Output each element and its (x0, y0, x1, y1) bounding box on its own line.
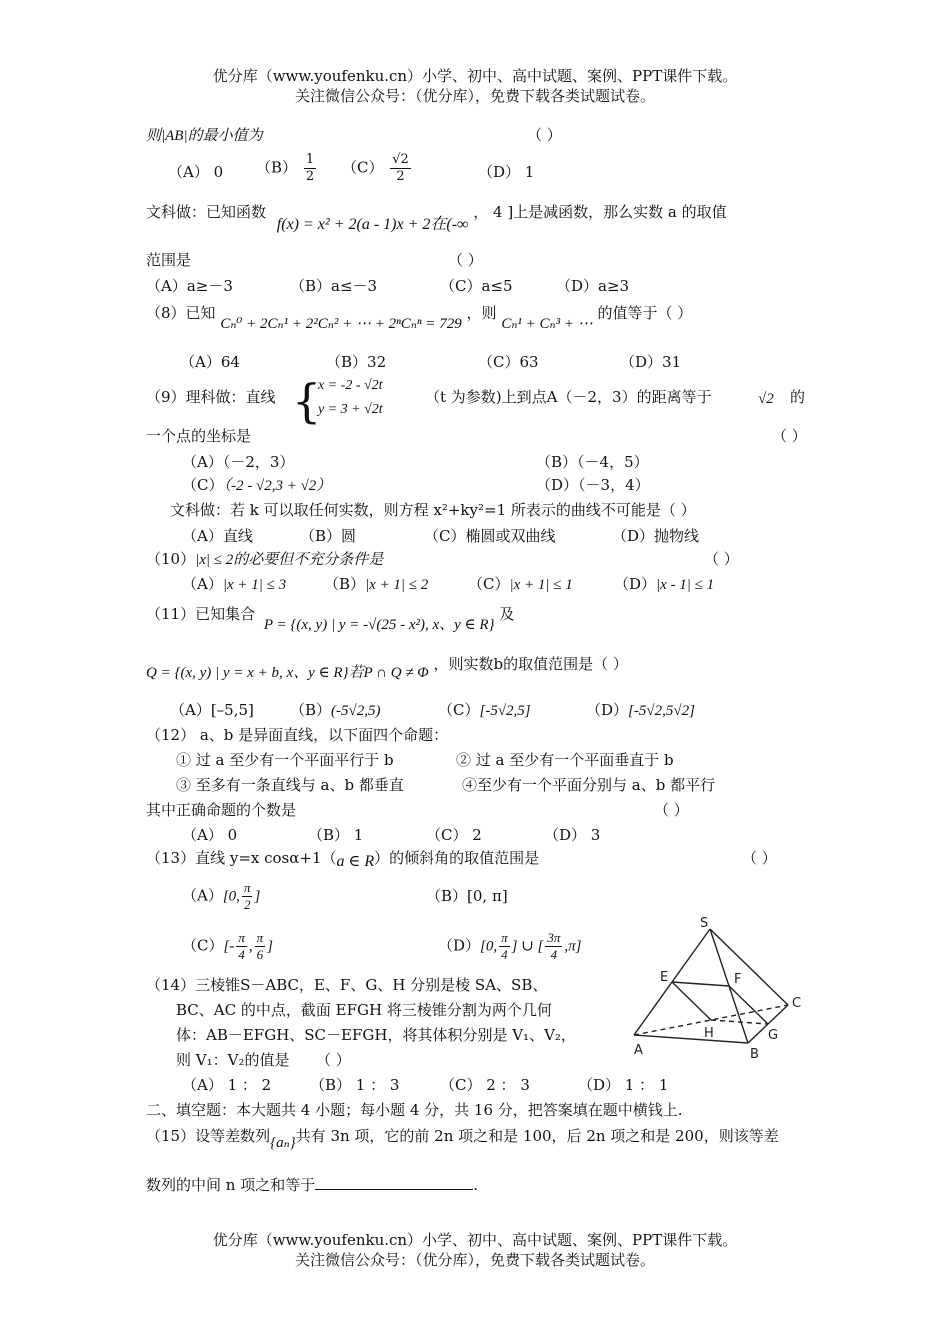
q10-option-d: （D）|x - 1| ≤ 1 (614, 575, 715, 593)
q12-prop1: ① 过 a 至少有一个平面平行于 b (176, 751, 394, 769)
q12-prop3: ③ 至多有一条直线与 a、b 都垂直 (176, 776, 404, 794)
q8-option-b: （B）32 (326, 353, 387, 371)
q10-option-b: （B）|x + 1| ≤ 2 (324, 575, 429, 593)
q9-paren: （ ） (772, 427, 807, 445)
q9-wen-stem: 文科做：若 k 可以取任何实数，则方程 x²+ky²=1 所表示的曲线不可能是（ ） (170, 501, 696, 519)
page-footer-line1: 优分库（www.youfenku.cn）小学、初中、高中试题、案例、PPT课件下载。 (212, 1231, 738, 1249)
q9-eq2: y = 3 + √2t (318, 402, 383, 417)
q13-option-b: （B）[0, π] (426, 887, 508, 905)
q12-option-c: （C） 2 (426, 826, 482, 844)
q9-wen-option-a: （A）直线 (182, 527, 253, 545)
q11-option-a: （A）[–5,5] (170, 701, 254, 719)
q9-wen-option-d: （D）抛物线 (612, 527, 700, 545)
edge-EH (672, 982, 711, 1020)
q7-wen-option-d: （D）a≥3 (556, 277, 630, 295)
label-S: S (700, 916, 709, 931)
q7-option-d: （D） 1 (478, 163, 535, 181)
label-A: A (634, 1043, 643, 1058)
q13-paren: （ ） (742, 849, 777, 867)
q7-wen-option-a: （A）a≥－3 (146, 277, 233, 295)
q9-wen-option-b: （B）圆 (300, 527, 357, 545)
q12-option-b: （B） 1 (308, 826, 364, 844)
q11-stem: （11）已知集合 P = {(x, y) | y = -√(25 - x²), x、y ∈ R} 及 (146, 605, 515, 633)
q9-mid: （t 为参数)上到点A（－2，3）的距离等于 (425, 388, 712, 406)
q11-option-c: （C）[-5√2,5] (438, 701, 531, 719)
q9-option-c: （C）（-2 - √2,3 + √2） (182, 476, 332, 494)
label-H: H (704, 1026, 714, 1041)
q7-paren: （ ） (527, 126, 562, 144)
q9-option-a: （A）（－2，3） (182, 453, 295, 471)
q7-option-b: （B） $\frac{1}{2}$ (256, 152, 315, 184)
q8-option-d: （D）31 (620, 353, 682, 371)
q10-option-a: （A）|x + 1| ≤ 3 (182, 575, 287, 593)
section2-title: 二、填空题：本大题共 4 小题；每小题 4 分，共 16 分，把答案填在题中横钱上. (146, 1101, 683, 1119)
q12-option-d: （D） 3 (544, 826, 601, 844)
page-header-line2: 关注微信公众号：（优分库），免费下载各类试题试卷。 (294, 87, 655, 105)
edge-EF (672, 982, 729, 986)
edge-SC (710, 929, 788, 1005)
q9-tail: 的 (790, 388, 806, 406)
q9-label: （9）理科做：直线 (146, 388, 276, 406)
q11-option-b: （B）(-5√2,5) (290, 701, 381, 719)
q11-set-q: Q = {(x, y) | y = x + b, x、y ∈ R}若P ∩ Q ≠ Φ ，则实数b的取值范围是（ ） (146, 655, 628, 681)
q7-wen-line1: 文科做：已知函数 f(x) = x² + 2(a - 1)x + 2在(-∞ ， 4 ]上是减函数，那么实数 a 的取值 (146, 203, 727, 233)
q13-stem: （13）直线 y=x cosα+1（a ∈ R）的倾斜角的取值范围是 (146, 849, 540, 870)
q13-option-c: （C）[- $\frac{\pi}{4}$ , $\frac{\pi}{6}$ ] (182, 930, 273, 962)
q14-line3: 体：AB－EFGH、SC－EFGH，将其体积分别是 V₁、V₂， (176, 1026, 576, 1044)
q8-option-c: （C）63 (478, 353, 539, 371)
q10-stem: （10）|x| ≤ 2的必要但不充分条件是 (146, 550, 384, 568)
q12-question: 其中正确命题的个数是 (146, 801, 297, 819)
label-F: F (734, 972, 742, 987)
q14-paren: （ ） (316, 1051, 351, 1069)
q14-line2: BC、AC 的中点，截面 EFGH 将三棱锥分割为两个几何 (176, 1001, 552, 1019)
q13-option-d: （D）[0, $\frac{\pi}{4}$ ] ∪ [ $\frac{3\pi}{4}$ ,π] (438, 930, 582, 962)
q12-stem: （12） a、b 是异面直线，以下面四个命题： (146, 726, 449, 744)
q14-option-c: （C） 2 ： 3 (440, 1076, 530, 1094)
page-header-line1: 优分库（www.youfenku.cn）小学、初中、高中试题、案例、PPT课件下载。 (212, 67, 738, 85)
q15-answer-blank[interactable] (315, 1175, 473, 1190)
label-G: G (768, 1028, 779, 1043)
q8-option-a: （A）64 (180, 353, 240, 371)
q9-line2: 一个点的坐标是 (146, 427, 252, 445)
q11-option-d: （D）[-5√2,5√2] (586, 701, 695, 719)
label-E: E (660, 970, 669, 985)
q10-option-c: （C）|x + 1| ≤ 1 (468, 575, 573, 593)
q7-stem: 则|AB|的最小值为 (146, 128, 263, 144)
q7-wen-option-b: （B）a≤－3 (290, 277, 378, 295)
q12-prop2: ② 过 a 至少有一个平面垂直于 b (456, 751, 674, 769)
q14-option-b: （B） 1 ： 3 (310, 1076, 400, 1094)
q14-line4: 则 V₁：V₂的值是 (176, 1051, 290, 1069)
edge-AB (634, 1035, 748, 1043)
q13-option-a: （A）[0, $\frac{\pi}{2}$ ] (182, 880, 261, 912)
q9-system-brace: { (292, 374, 322, 428)
label-B: B (750, 1047, 759, 1060)
q12-prop4: ④至少有一个平面分别与 a、b 都平行 (462, 776, 716, 794)
q9-option-d: （D）（－3，4） (536, 476, 650, 494)
q12-paren: （ ） (654, 801, 689, 819)
q14-line1: （14）三棱锥S－ABC，E、F、G、H 分别是棱 SA、SB、 (146, 976, 548, 994)
q8-stem: （8）已知 Cₙ⁰ + 2Cₙ¹ + 2²Cₙ² + ⋯ + 2ⁿCₙⁿ = 729 ，则 Cₙ¹ + Cₙ³ + ⋯ 的值等于（ ） (146, 304, 693, 332)
q7-c-fraction: $\frac{√2}{2}$ (392, 152, 409, 184)
q7-option-a: （A） 0 (168, 163, 224, 181)
q10-paren: （ ） (704, 550, 739, 568)
q7-b-fraction: $\frac{1}{2}$ (305, 152, 315, 184)
q7-wen-option-c: （C）a≤5 (440, 277, 513, 295)
page-footer-line2: 关注微信公众号：（优分库），免费下载各类试题试卷。 (294, 1251, 655, 1269)
q7-option-c: （C） $\frac{√2}{2}$ (342, 152, 409, 184)
q14-option-a: （A） 1 ： 2 (182, 1076, 272, 1094)
q7-wen-line2: 范围是 (146, 251, 192, 269)
edge-HG (711, 1020, 768, 1024)
q9-eq1: x = -2 - √2t (318, 378, 383, 393)
q9-wen-option-c: （C）椭圆或双曲线 (424, 527, 556, 545)
q9-sqrt2: √2 (758, 391, 774, 407)
q15-line1: （15）设等差数列{aₙ}共有 3n 项，它的前 2n 项之和是 100，后 2n 项之和是 200，则该等差 (146, 1127, 779, 1151)
q14-option-d: （D） 1 ： 1 (578, 1076, 669, 1094)
q7-wen-paren: （ ） (448, 251, 483, 269)
q9-option-b: （B）（－4，5） (536, 453, 649, 471)
label-C: C (792, 996, 802, 1011)
q12-option-a: （A） 0 (182, 826, 238, 844)
pyramid-figure (620, 915, 820, 1060)
q15-line2: 数列的中间 n 项之和等于 . (146, 1176, 478, 1194)
